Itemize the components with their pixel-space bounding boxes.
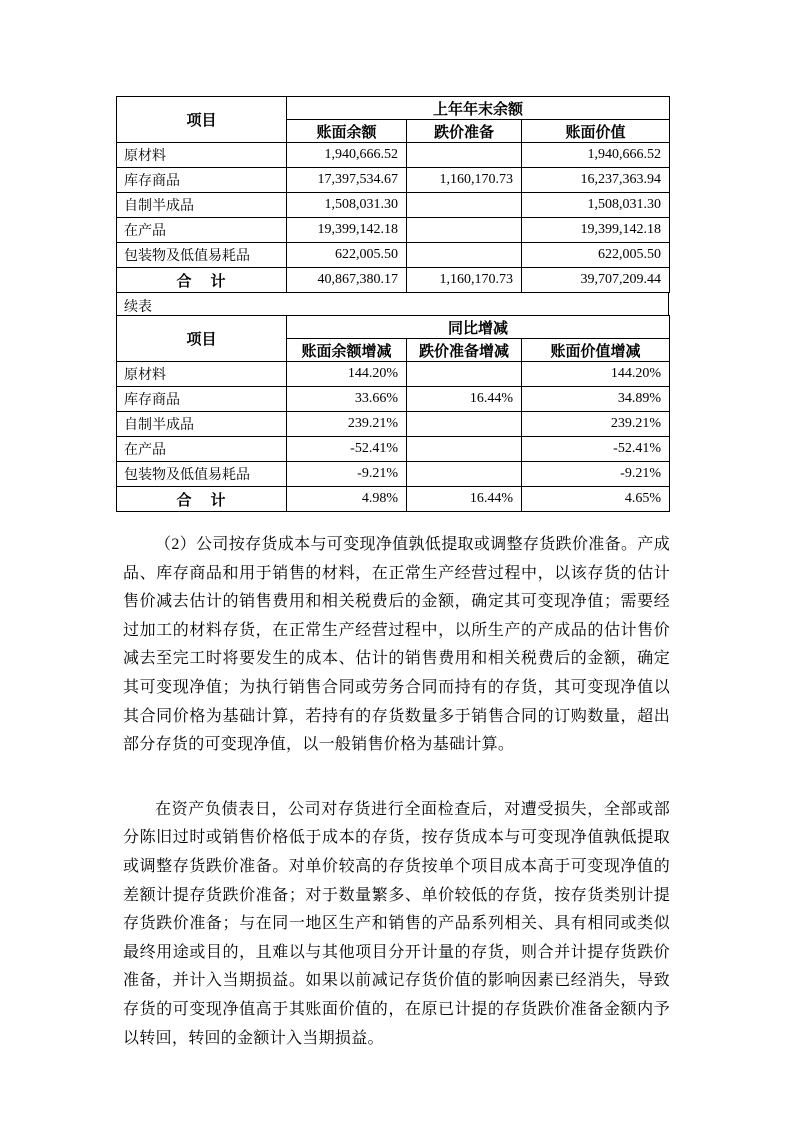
column-header: 跌价准备增减 <box>407 339 522 362</box>
cell-value: 144.20% <box>287 362 407 387</box>
column-header: 账面余额增减 <box>287 339 407 362</box>
column-header: 账面余额 <box>287 120 407 143</box>
table-row <box>117 462 670 487</box>
cell-value <box>407 243 522 268</box>
cell-value: 622,005.50 <box>522 243 670 268</box>
row-label: 在产品 <box>117 437 287 462</box>
row-label: 库存商品 <box>117 168 287 193</box>
cell-value <box>407 218 522 243</box>
cell-value <box>407 437 522 462</box>
table-row <box>117 193 670 218</box>
cell-value: 34.89% <box>522 387 670 412</box>
paragraph-impairment-provision-policy: 在资产负债表日，公司对存货进行全面检查后，对遭受损失，全部或部分陈旧过时或销售价格低于成本的存货，按存货成本与可变现净值孰低提取或调整存货跌价准备。对单价较高的存货按单个项目成本高于可变现净值的差额计提存货跌价准备；对于数量繁多、单价较低的存货，按存货类别计提存货跌价准备；与在同一地区生产和销售的产品系列相关、具有相同或类似最终用途或目的，且难以与其他项目分开计量的存货，则合并计提存货跌价准备，并计入当期损益。如果以前减记存货价值的影响因素已经消失，导致存货的可变现净值高于其账面价值的，在原已计提的存货跌价准备金额内予以转回，转回的金额计入当期损益。 <box>123 800 670 1047</box>
row-label: 库存商品 <box>117 387 287 412</box>
cell-value: 40,867,380.17 <box>287 268 407 293</box>
row-label: 在产品 <box>117 218 287 243</box>
cell-value: 16,237,363.94 <box>522 168 670 193</box>
cell-value: -9.21% <box>522 462 670 487</box>
cell-value <box>407 193 522 218</box>
cell-value: 16.44% <box>407 387 522 412</box>
group-column-header: 同比增减 <box>287 316 670 339</box>
row-label: 自制半成品 <box>117 193 287 218</box>
cell-value: 17,397,534.67 <box>287 168 407 193</box>
table-row <box>117 243 670 268</box>
row-label: 包装物及低值易耗品 <box>117 243 287 268</box>
cell-value: 4.98% <box>287 487 407 512</box>
total-row-label: 合 计 <box>117 268 287 293</box>
group-column-header: 上年年末余额 <box>287 97 670 120</box>
cell-value: 19,399,142.18 <box>287 218 407 243</box>
table-row <box>117 437 670 462</box>
continuation-table-label: 续表 <box>116 293 669 315</box>
cell-value: -9.21% <box>287 462 407 487</box>
cell-value: 239.21% <box>522 412 670 437</box>
cell-value: 1,940,666.52 <box>522 143 670 168</box>
table-header-row <box>117 97 670 120</box>
page-content <box>116 96 669 1053</box>
table-row <box>117 387 670 412</box>
cell-value: 39,707,209.44 <box>522 268 670 293</box>
cell-value: 1,508,031.30 <box>287 193 407 218</box>
cell-value: 1,160,170.73 <box>407 168 522 193</box>
table-total-row <box>117 487 670 512</box>
cell-value: 19,399,142.18 <box>522 218 670 243</box>
cell-value <box>407 462 522 487</box>
cell-value: -52.41% <box>522 437 670 462</box>
paragraph-inventory-nrv-policy: （2）公司按存货成本与可变现净值孰低提取或调整存货跌价准备。产成品、库存商品和用于销售的材料，在正常生产经营过程中，以该存货的估计售价减去估计的销售费用和相关税费后的金额，确定其可变现净值；需要经过加工的材料存货，在正常生产经营过程中，以所生产的产成品的估计售价减去至完工时将要发生的成本、估计的销售费用和相关税费后的金额，确定其可变现净值；为执行销售合同或劳务合同而持有的存货，其可变现净值以其合同价格为基础计算，若持有的存货数量多于销售合同的订购数量，超出部分存货的可变现净值，以一般销售价格为基础计算。 <box>123 536 670 754</box>
cell-value: 16.44% <box>407 487 522 512</box>
cell-value: 144.20% <box>522 362 670 387</box>
table-row <box>117 143 670 168</box>
item-column-header: 项目 <box>117 316 287 362</box>
item-column-header: 项目 <box>117 97 287 143</box>
column-header: 账面价值 <box>522 120 670 143</box>
table-row <box>117 362 670 387</box>
table-header-row <box>117 316 670 339</box>
cell-value: 239.21% <box>287 412 407 437</box>
column-header: 跌价准备 <box>407 120 522 143</box>
cell-value <box>407 412 522 437</box>
table-row <box>117 412 670 437</box>
table-row <box>117 218 670 243</box>
cell-value: 1,940,666.52 <box>287 143 407 168</box>
cell-value <box>407 143 522 168</box>
cell-value: 33.66% <box>287 387 407 412</box>
cell-value: 622,005.50 <box>287 243 407 268</box>
cell-value: 1,160,170.73 <box>407 268 522 293</box>
yoy-change-table <box>116 315 670 512</box>
row-label: 包装物及低值易耗品 <box>117 462 287 487</box>
cell-value: -52.41% <box>287 437 407 462</box>
total-row-label: 合 计 <box>117 487 287 512</box>
table-total-row <box>117 268 670 293</box>
column-header: 账面价值增减 <box>522 339 670 362</box>
cell-value: 1,508,031.30 <box>522 193 670 218</box>
row-label: 自制半成品 <box>117 412 287 437</box>
prior-year-balance-table <box>116 96 670 293</box>
table-row <box>117 168 670 193</box>
cell-value: 4.65% <box>522 487 670 512</box>
row-label: 原材料 <box>117 143 287 168</box>
row-label: 原材料 <box>117 362 287 387</box>
cell-value <box>407 362 522 387</box>
